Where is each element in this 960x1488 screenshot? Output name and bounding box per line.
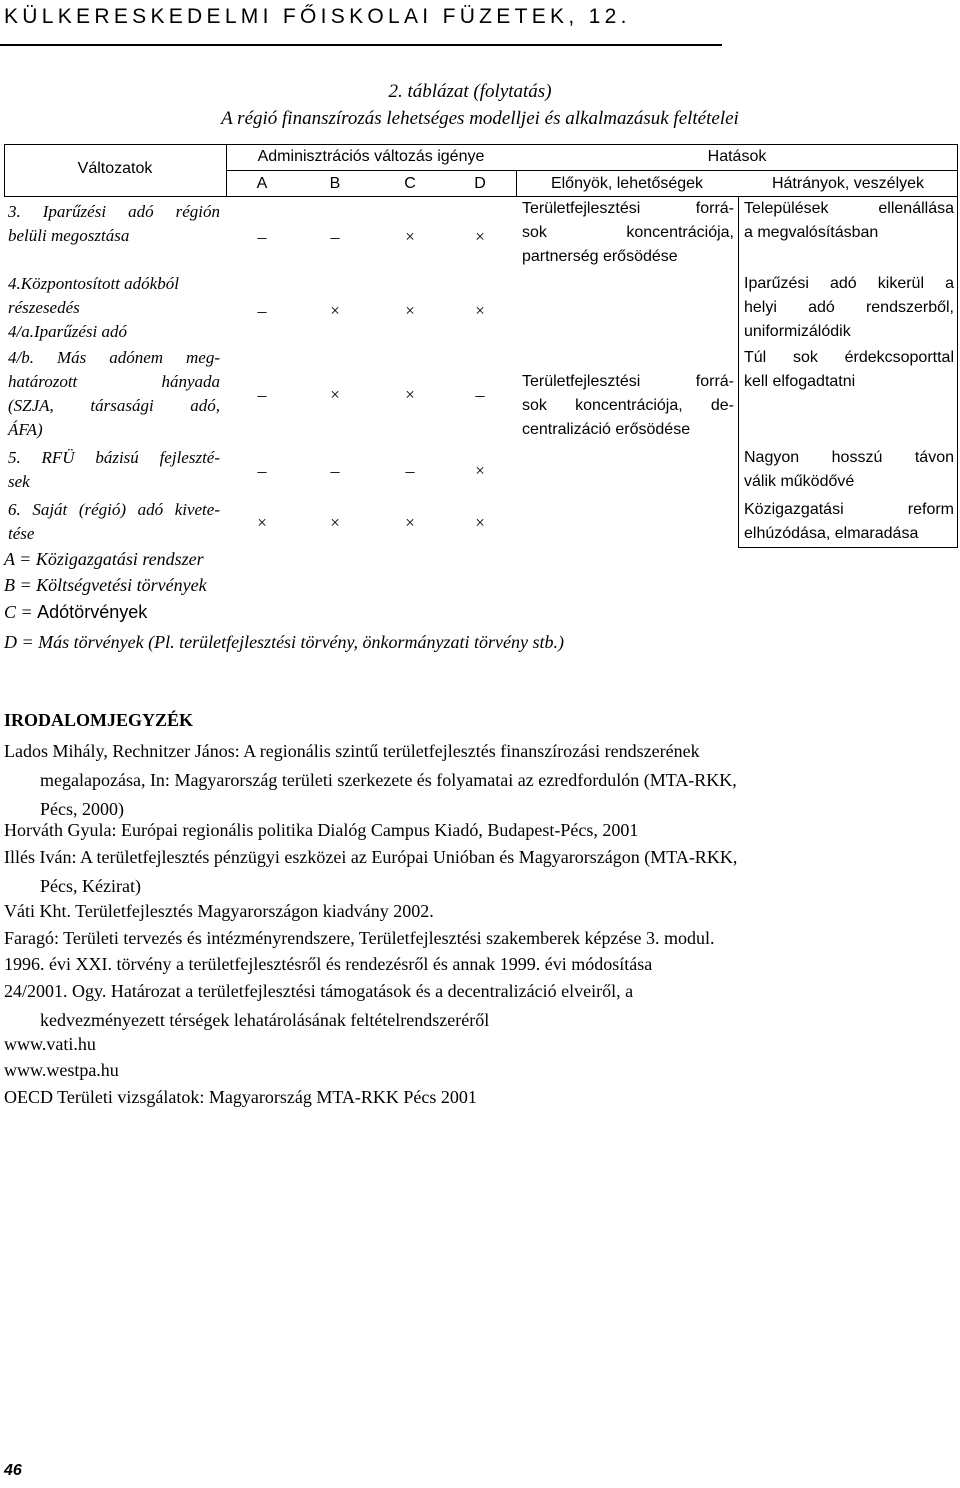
table-border-right xyxy=(957,144,958,548)
page-number: 46 xyxy=(4,1462,22,1479)
row6-mark-d: × xyxy=(475,513,485,532)
row5-label: 5. RFÜ bázisú fejleszté- sek xyxy=(8,448,220,491)
reference-item: 24/2001. Ogy. Határozat a területfejlesztési támogatások és a decentralizáció elveiről, a kedvezményezett térségek lehatárolásának feltételrendszeréről xyxy=(4,981,634,1030)
row4b-mark-b: × xyxy=(330,385,340,404)
header-col-a: A xyxy=(256,175,268,192)
row4b-label: 4/b. Más adónem meg- határozott hányada (SZJA, társasági adó, ÁFA) xyxy=(8,348,220,439)
table-caption-title: A régió finanszírozás lehetséges modelljei és alkalmazásuk feltételei xyxy=(221,108,739,129)
row4-mark-c: × xyxy=(405,301,415,320)
table-border-bottom xyxy=(738,547,958,548)
header-divider xyxy=(226,170,958,171)
header-valtozatok: Változatok xyxy=(77,160,153,177)
row3-hatranyok: Települések ellenállása a megvalósításban xyxy=(744,200,954,241)
reference-item: Lados Mihály, Rechnitzer János: A regionális szintű területfejlesztés finanszírozási rendszerének megalapozása, In: Magyarország területi szerkezete és folyamatai az ezredfordulón (MTA-RKK, Pécs, 2000) xyxy=(4,741,737,819)
row5-mark-d: × xyxy=(475,461,485,480)
row5-mark-b: – xyxy=(330,461,340,481)
header-hatasok: Hatások xyxy=(707,148,767,165)
reference-item: Illés Iván: A területfejlesztés pénzügyi eszközei az Európai Unióban és Magyarországon (MTA-RKK, Pécs, Kézirat) xyxy=(4,847,738,896)
row4b-elonyok: Területfejlesztési forrá- sok koncentrációja, de- centralizáció erősödése xyxy=(522,373,734,438)
row3-elonyok: Területfejlesztési forrá- sok koncentrációja, partnerség erősödése xyxy=(522,200,734,265)
row4-mark-d: × xyxy=(475,301,485,320)
reference-item: Váti Kht. Területfejlesztés Magyarországon kiadvány 2002. xyxy=(4,901,434,921)
reference-item: 1996. évi XXI. törvény a területfejlesztésről és rendezésről és annak 1999. évi módosítása xyxy=(4,954,653,974)
legend-b: B = Költségvetési törvények xyxy=(4,575,207,595)
reference-link-vati[interactable]: www.vati.hu xyxy=(4,1034,96,1054)
row4b-mark-a: – xyxy=(257,385,267,405)
row3-mark-a: – xyxy=(257,227,267,247)
header-elonyok: Előnyök, lehetőségek xyxy=(550,175,704,192)
row4b-mark-c: × xyxy=(405,385,415,404)
header-col-c: C xyxy=(404,175,416,192)
row3-mark-d: × xyxy=(475,227,485,246)
reference-item: OECD Területi vizsgálatok: Magyarország MTA-RKK Pécs 2001 xyxy=(4,1087,477,1107)
row3-label: 3. Iparűzési adó régión belüli megosztása xyxy=(8,202,220,245)
row5-hatranyok: Nagyon hosszú távon válik működővé xyxy=(744,449,954,490)
table-caption-number: 2. táblázat (folytatás) xyxy=(388,81,552,102)
references-title: IRODALOMJEGYZÉK xyxy=(4,710,194,730)
row6-mark-c: × xyxy=(405,513,415,532)
header-hatranyok: Hátrányok, veszélyek xyxy=(771,175,925,192)
header-rule xyxy=(0,44,722,46)
row5-mark-c: – xyxy=(405,461,415,481)
row6-hatranyok: Közigazgatási reform elhúzódása, elmaradása xyxy=(744,501,954,542)
journal-header: KÜLKERESKEDELMI FŐISKOLAI FÜZETEK, 12. xyxy=(4,5,631,28)
row4-mark-a: – xyxy=(257,301,267,321)
row3-mark-c: × xyxy=(405,227,415,246)
legend-d: D = Más törvények (Pl. területfejlesztési törvény, önkormányzati törvény stb.) xyxy=(4,632,565,652)
row6-mark-a: × xyxy=(257,513,267,532)
row6-label: 6. Saját (régió) adó kivete- tése xyxy=(8,500,220,543)
legend-a: A = Közigazgatási rendszer xyxy=(4,549,204,569)
header-col-d: D xyxy=(474,175,486,192)
row4-mark-b: × xyxy=(330,301,340,320)
row5-mark-a: – xyxy=(257,461,267,481)
row4b-hatranyok: Túl sok érdekcsoporttal kell elfogadtatni xyxy=(744,349,954,390)
header-col-b: B xyxy=(329,175,341,192)
financing-models-table xyxy=(4,144,958,548)
row6-mark-b: × xyxy=(330,513,340,532)
row4-label: 4.Központosított adókból részesedés 4/a.Iparűzési adó xyxy=(8,274,179,341)
row4-hatranyok: Iparűzési adó kikerül a helyi adó rendszerből, uniformizálódik xyxy=(744,275,954,340)
reference-item: Faragó: Területi tervezés és intézményrendszere, Területfejlesztési szakemberek képzése 3. modul. xyxy=(4,928,715,948)
header-admin: Adminisztrációs változás igénye xyxy=(257,148,485,165)
hatranyok-column-line xyxy=(738,196,739,548)
row3-mark-b: – xyxy=(330,227,340,247)
row4b-mark-d: – xyxy=(475,385,485,405)
reference-item: Horváth Gyula: Európai regionális politika Dialóg Campus Kiadó, Budapest-Pécs, 2001 xyxy=(4,820,639,840)
reference-link-westpa[interactable]: www.westpa.hu xyxy=(4,1060,119,1080)
legend-c: C = Adótörvények xyxy=(4,602,148,622)
